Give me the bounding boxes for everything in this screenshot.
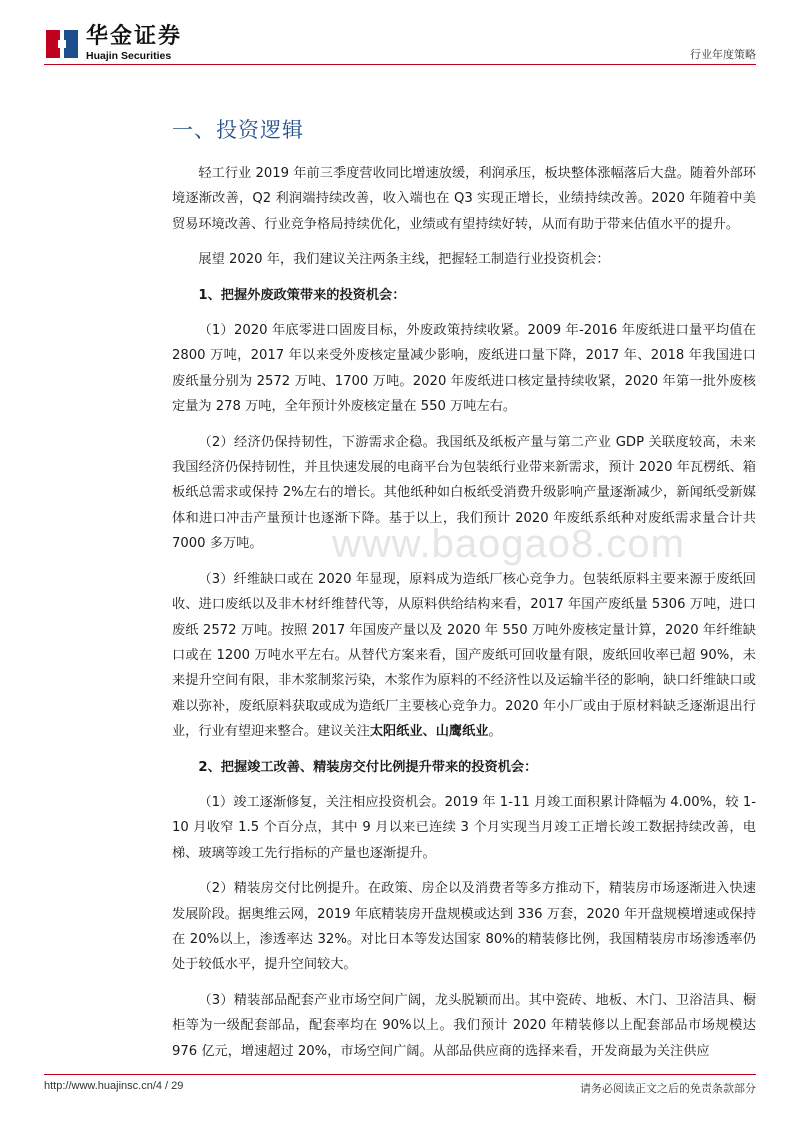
- recommended-stocks: 太阳纸业、山鹰纸业: [369, 724, 489, 740]
- document-type: 行业年度策略: [690, 48, 756, 61]
- paragraph: 展望 2020 年，我们建议关注两条主线，把握轻工制造行业投资机会：: [198, 252, 610, 268]
- page-header: [0, 0, 800, 70]
- watermark: www.baogao8.com: [332, 522, 685, 566]
- subheading: 2、把握竣工改善、精装房交付比例提升带来的投资机会：: [198, 759, 538, 775]
- footer-divider: [44, 1074, 756, 1075]
- huajin-logo-icon: [44, 26, 80, 62]
- paragraph: （1）竣工逐渐修复，关注相应投资机会。2019 年 1-11 月竣工面积累计降幅为 4.00%，较 1-10 月收窄 1.5 个百分点，其中 9 月以来已连续 3 个月实现当月竣工正增长竣工数据持续改善，电梯、玻璃等竣工先行指标的产量也逐渐提升。: [172, 794, 756, 861]
- paragraph-end: 。: [488, 724, 502, 740]
- brand: [86, 24, 182, 63]
- paragraph: （2）精装房交付比例提升。在政策、房企以及消费者等多方推动下，精装房市场逐渐进入快速发展阶段。据奥维云网，2019 年底精装房开盘规模或达到 336 万套，2020 年开盘规模增速或保持在 20%以上，渗透率达 32%。对比日本等发达国家 80%的精装修比例，我国精装房市场渗透率仍处于较低水平，提升空间较大。: [172, 881, 756, 973]
- paragraph: （1）2020 年底零进口固废目标，外废政策持续收紧。2009 年-2016 年废纸进口量平均值在 2800 万吨，2017 年以来受外废核定量减少影响，废纸进口量下降，2017 年、2018 年我国进口废纸量分别为 2572 万吨、1700 万吨。2020 年废纸进口核定量持续收紧，2020 年第一批外废核定量为 278 万吨，全年预计外废核定量在 550 万吨左右。: [172, 323, 756, 415]
- brand-name-en: Huajin Securities: [86, 50, 172, 62]
- paragraph: （3）精装部品配套产业市场空间广阔，龙头脱颖而出。其中瓷砖、地板、木门、卫浴洁具、橱柜等为一级配套部品，配套率均在 90%以上。我们预计 2020 年精装修以上配套部品市场规模达 976 亿元，增速超过 20%，市场空间广阔。从部品供应商的选择来看，开发商最为关注供应: [172, 992, 756, 1059]
- paragraph: 轻工行业 2019 年前三季度营收同比增速放缓，利润承压，板块整体涨幅落后大盘。随着外部环境逐渐改善，Q2 利润端持续改善，收入端也在 Q3 实现正增长，业绩持续改善。2020 年随着中美贸易环境改善、行业竞争格局持续优化，业绩或有望持续好转，从而有助于带来估值水平的提升。: [172, 166, 756, 232]
- paragraph: [172, 567, 756, 745]
- subheading: 1、把握外废政策带来的投资机会：: [198, 287, 406, 303]
- brand-name-cn: 华金证券: [86, 24, 183, 49]
- footer-url-page[interactable]: http://www.huajinsc.cn/4 / 29: [44, 1080, 184, 1092]
- body-content: [172, 161, 756, 1074]
- section-title: 一、投资逻辑: [172, 118, 304, 142]
- footer-disclaimer: 请务必阅读正文之后的免责条款部分: [580, 1082, 756, 1095]
- header-divider: [44, 64, 756, 65]
- paragraph: （2）经济仍保持韧性，下游需求企稳。我国纸及纸板产量与第二产业 GDP 关联度较高，未来我国经济仍保持韧性，并且快速发展的电商平台为包装纸行业带来新需求，预计 2020 年瓦楞纸、箱板纸总需求或保持 2%左右的增长。其他纸种如白板纸受消费升级影响产量逐渐减少，新闻纸受新媒体和进口冲击产量预计也逐渐下降。基于以上，我们预计 2020 年废纸系纸种对废纸需求量合计共 7000 多万吨。: [172, 434, 756, 552]
- paragraph-text: （3）纤维缺口或在 2020 年显现，原料成为造纸厂核心竞争力。包装纸原料主要来源于废纸回收、进口废纸以及非木材纤维替代等，从原料供给结构来看，2017 年国产废纸量 5306 万吨，进口废纸 2572 万吨。按照 2017 年国废产量以及 2020 年 550 万吨外废核定量计算，2020 年纤维缺口或在 1200 万吨水平左右。从替代方案来看，国产废纸可回收量有限，废纸回收率已超 90%，未来提升空间有限，非木浆制浆污染，木浆作为原料的不经济性以及运输半径的影响，缺口纤维缺口或难以弥补，废纸原料获取或成为造纸厂主要核心竞争力。2020 年小厂或由于原材料缺乏逐渐退出行业，行业有望迎来整合。建议关注: [172, 571, 756, 740]
